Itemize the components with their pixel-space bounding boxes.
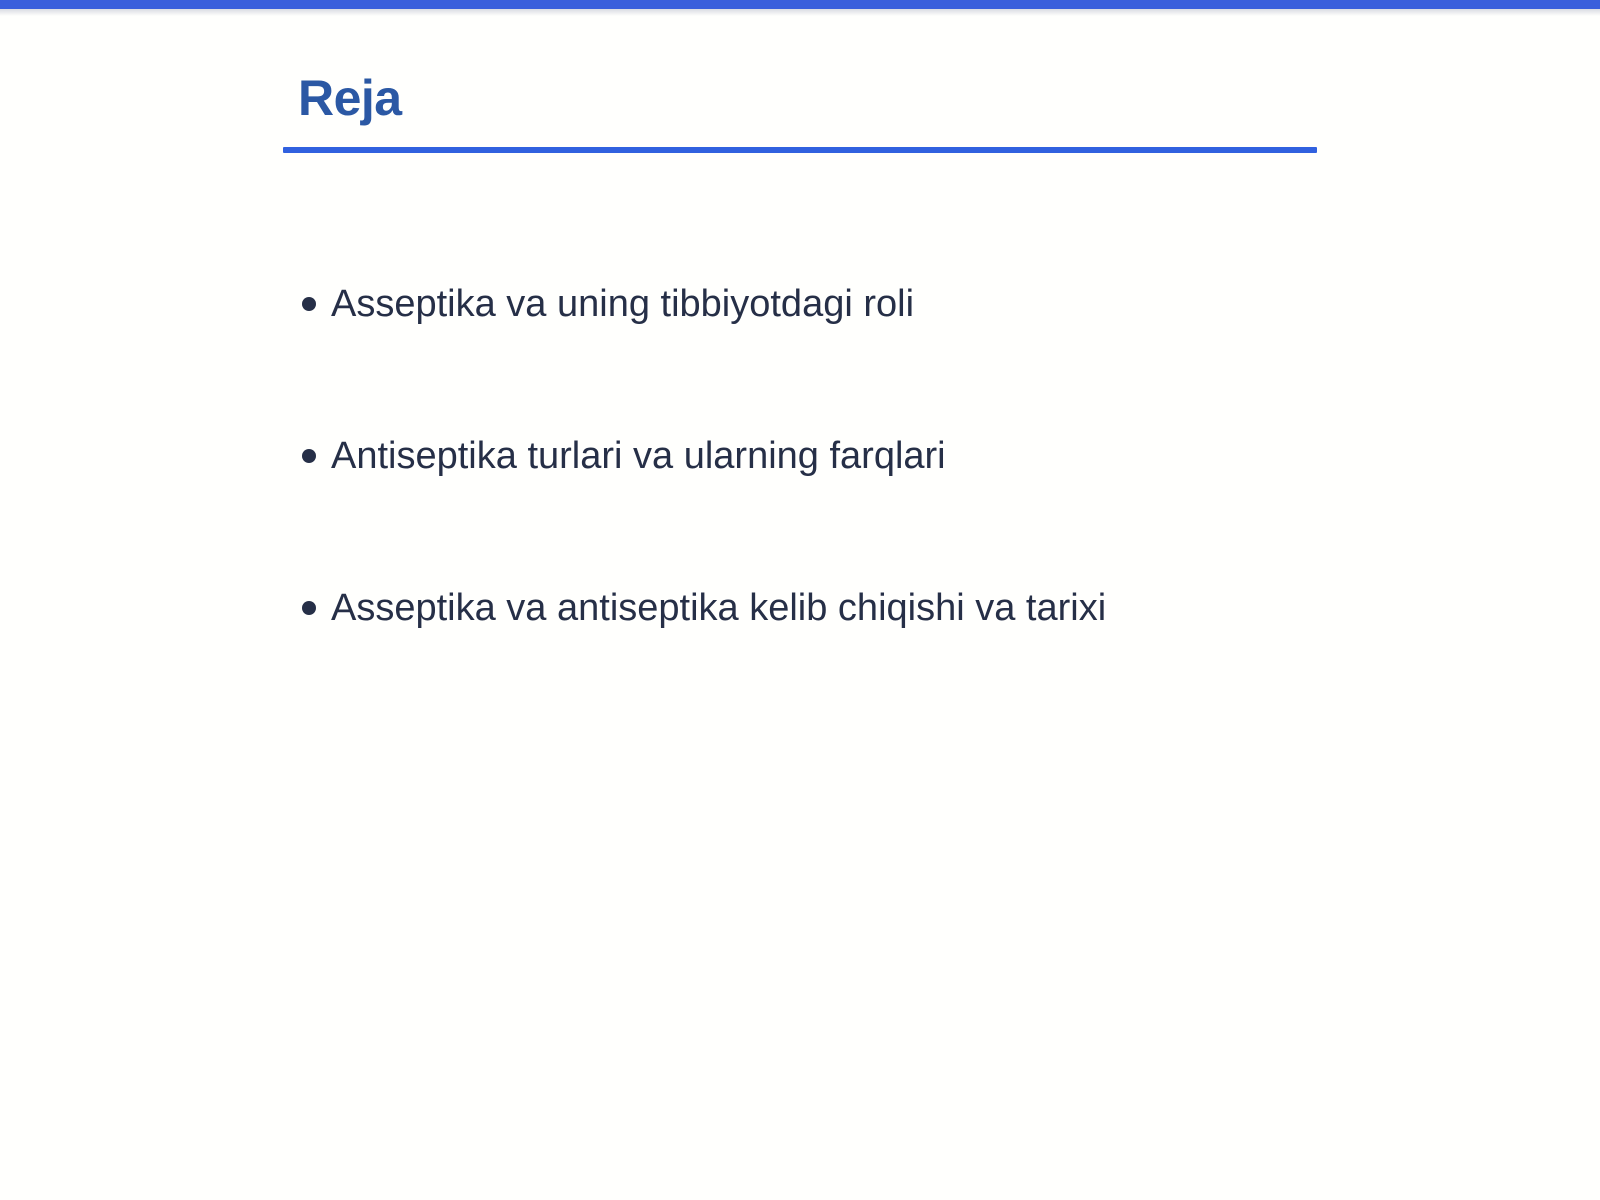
top-bar-shadow	[0, 9, 1600, 16]
bullet-dot-icon	[302, 601, 316, 615]
bullet-text: Asseptika va uning tibbiyotdagi roli	[331, 282, 915, 325]
slide-title: Reja	[298, 70, 402, 126]
bullet-dot-icon	[302, 449, 316, 463]
bullet-text: Antiseptika turlari va ularning farqlari	[331, 434, 946, 477]
list-item	[298, 280, 1106, 328]
bullet-list	[298, 280, 1106, 736]
bullet-text: Asseptika va antiseptika kelib chiqishi va tarixi	[331, 586, 1107, 629]
bullet-dot-icon	[302, 297, 316, 311]
title-underline	[283, 147, 1317, 153]
top-accent-bar	[0, 0, 1600, 9]
list-item	[298, 432, 1106, 480]
list-item	[298, 584, 1106, 632]
